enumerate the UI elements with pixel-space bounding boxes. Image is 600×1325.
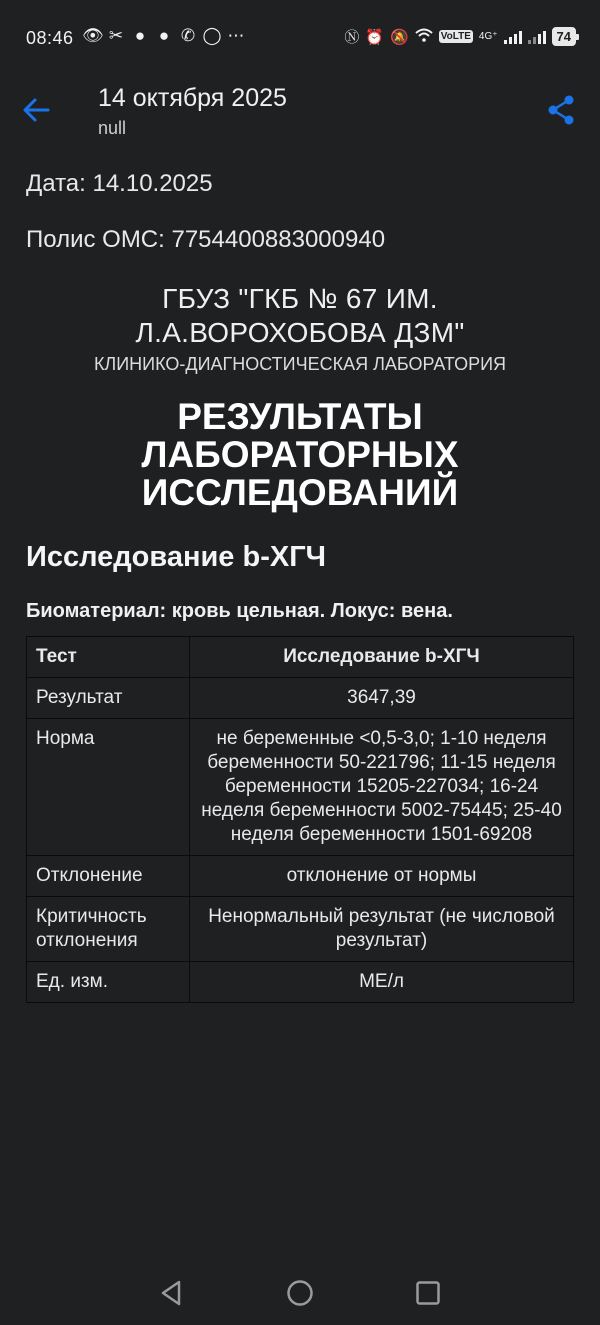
more-icon: ⋯ [227, 26, 245, 45]
biomaterial-line: Биоматериал: кровь цельная. Локус: вена. [26, 600, 453, 622]
missed-call-icon: ✂ [108, 26, 124, 45]
document-title-line-1: РЕЗУЛЬТАТЫ [177, 396, 423, 437]
volte-icon: VoLTE [440, 31, 471, 42]
document-title-line-2: ЛАБОРАТОРНЫХ [141, 434, 459, 475]
table-row [27, 962, 574, 1003]
laboratory-name: КЛИНИКО-ДИАГНОСТИЧЕСКАЯ ЛАБОРАТОРИЯ [93, 354, 507, 374]
app-bar [0, 78, 600, 148]
organization-name-line-1: ГБУЗ "ГКБ № 67 ИМ. [162, 283, 438, 314]
row-label: Тест [27, 637, 190, 678]
row-label: Отклонение [27, 856, 190, 897]
share-icon[interactable] [546, 94, 576, 126]
status-time: 08:46 [26, 28, 74, 48]
row-value: отклонение от нормы [190, 856, 574, 897]
back-triangle-icon[interactable] [157, 1278, 187, 1308]
link-icon: ◯ [202, 26, 222, 45]
navigation-bar [0, 1258, 600, 1325]
policy-line: Полис ОМС: 7754400883000940 [26, 226, 386, 253]
wifi-icon [415, 28, 433, 46]
table-row [27, 678, 574, 719]
row-label: Ед. изм. [27, 962, 190, 1003]
organization-name-line-2: Л.А.ВОРОХОБОВА ДЗМ" [135, 317, 465, 348]
date-line: Дата: 14.10.2025 [26, 170, 213, 197]
row-value: Ненормальный результат (не числовой результат) [190, 897, 574, 962]
row-value: МЕ/л [190, 962, 574, 1003]
document-title [0, 398, 600, 512]
signal-icon [504, 30, 522, 44]
alarm-icon: ⏰ [365, 28, 385, 46]
table-row [27, 719, 574, 856]
system-icons [344, 26, 576, 47]
row-value: не беременные <0,5-3,0; 1-10 неделя беременности 50-221796; 11-15 неделя беременности 15205-227034; 16-24 неделя беременности 5002-75445; 25-40 неделя беременности 1501-69208 [190, 719, 574, 856]
page-title: 14 октября 2025 [98, 84, 287, 112]
page-subtitle: null [98, 118, 127, 138]
nfc-icon: Ⓝ [344, 29, 360, 46]
signal-icon-2 [528, 30, 546, 44]
document-title-line-3: ИССЛЕДОВАНИЙ [141, 472, 459, 513]
section-title: Исследование b-ХГЧ [26, 541, 327, 573]
message-icon: ● [158, 26, 170, 45]
chat-bubble-icon: ● [134, 26, 146, 45]
table-row [27, 856, 574, 897]
row-label: Результат [27, 678, 190, 719]
phone-icon: ✆ [180, 26, 196, 45]
table-row [27, 637, 574, 678]
home-circle-icon[interactable] [285, 1278, 315, 1308]
row-value: Исследование b-ХГЧ [190, 637, 574, 678]
row-value: 3647,39 [190, 678, 574, 719]
table-row [27, 897, 574, 962]
recents-square-icon[interactable] [413, 1278, 443, 1308]
status-bar [0, 0, 600, 78]
back-arrow-icon[interactable] [20, 94, 52, 126]
notification-icons [82, 26, 246, 46]
eye-icon: 👁 [82, 26, 104, 45]
battery-icon: 74 [552, 27, 576, 46]
row-label: Критичность отклонения [27, 897, 190, 962]
mute-icon: 🔕 [390, 28, 409, 46]
network-type: 4G⁺ [478, 30, 498, 42]
results-table [26, 636, 574, 1003]
organization-name [0, 282, 600, 350]
row-label: Норма [27, 719, 190, 856]
